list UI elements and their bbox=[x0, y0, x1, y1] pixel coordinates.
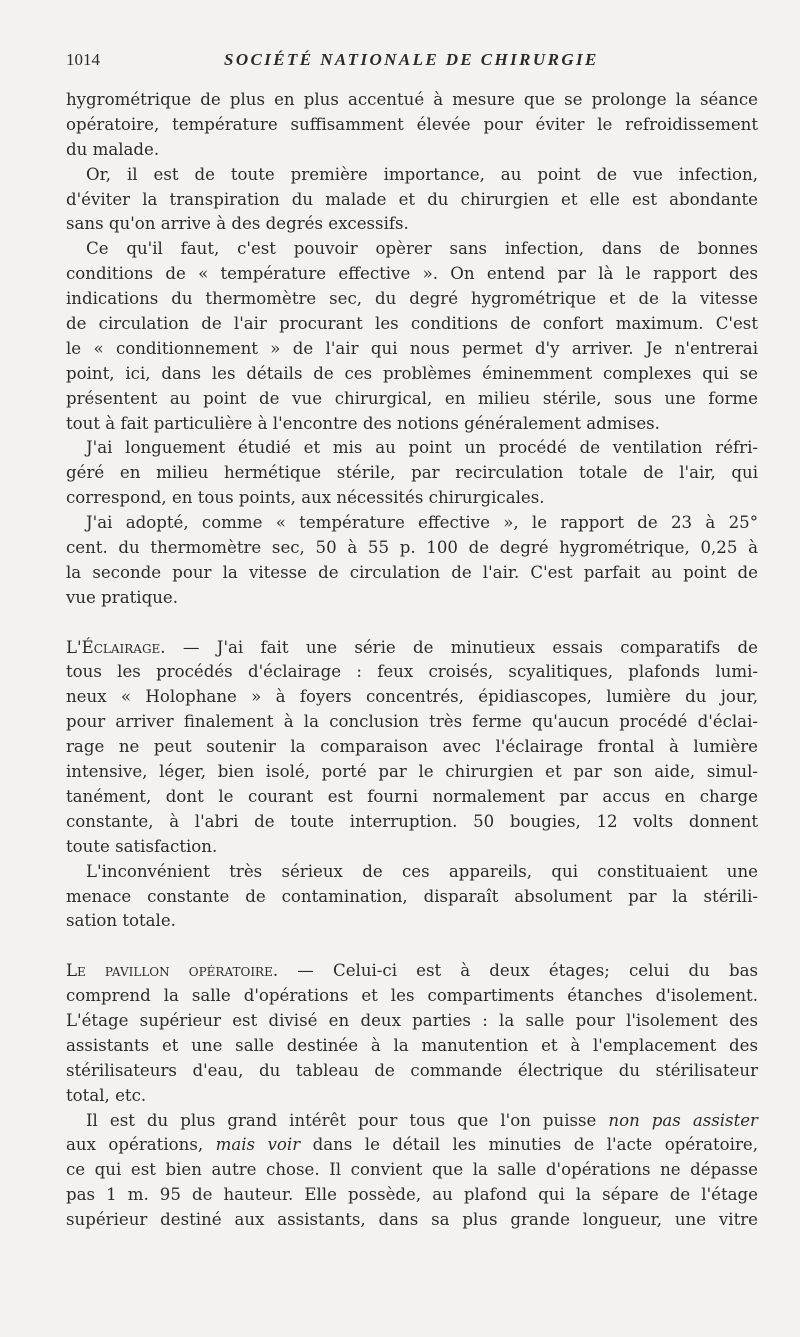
text-run: dans le détail les minuties de l'acte opératoire, bbox=[300, 1135, 758, 1155]
text-line: constante, à l'abri de toute interruption. 50 bougies, 12 volts donnent bbox=[66, 811, 758, 831]
text-line: supérieur destiné aux assistants, dans sa plus grande longueur, une vitre bbox=[66, 1210, 758, 1230]
text-line: du malade. bbox=[66, 139, 160, 159]
text-line: d'éviter la transpiration du malade et du chirurgien et elle est abondante bbox=[66, 189, 758, 209]
section-heading-pavillon: Le pavillon opératoire. bbox=[66, 961, 279, 981]
text-line: intensive, léger, bien isolé, porté par le chirurgien et par son aide, simul- bbox=[66, 762, 758, 782]
text-line: J'ai longuement étudié et mis au point un procédé de ventilation réfri- bbox=[86, 438, 758, 458]
paragraph-gap bbox=[66, 611, 758, 636]
text-run: Il est du plus grand intérêt pour tous que l'on puisse bbox=[86, 1110, 609, 1130]
text-line: L'étage supérieur est divisé en deux parties : la salle pour l'isolement des bbox=[66, 1010, 758, 1030]
text-line: correspond, en tous points, aux nécessités chirurgicales. bbox=[66, 488, 545, 508]
text-line: toute satisfaction. bbox=[66, 836, 218, 856]
text-line: tanément, dont le courant est fourni normalement par accus en charge bbox=[66, 786, 758, 806]
italic-run: mais voir bbox=[215, 1135, 301, 1155]
text-run: — J'ai fait une série de minutieux essais comparatifs de bbox=[165, 637, 758, 657]
text-line: sans qu'on arrive à des degrés excessifs. bbox=[66, 214, 409, 234]
text-line: sation totale. bbox=[66, 911, 176, 931]
text-line bbox=[66, 1133, 758, 1158]
text-line bbox=[66, 636, 758, 661]
text-line: menace constante de contamination, disparaît absolument par la stérili- bbox=[66, 886, 758, 906]
text-line: assistants et une salle destinée à la manutention et à l'emplacement des bbox=[66, 1035, 758, 1055]
text-line: pas 1 m. 95 de hauteur. Elle possède, au plafond qui la sépare de l'étage bbox=[66, 1185, 758, 1205]
text-line: la seconde pour la vitesse de circulation de l'air. C'est parfait au point de bbox=[66, 562, 758, 582]
text-run: — Celui-ci est à deux étages; celui du bas bbox=[278, 961, 758, 981]
text-line: le « conditionnement » de l'air qui nous permet d'y arriver. Je n'entrerai bbox=[66, 338, 758, 358]
text-line: point, ici, dans les détails de ces problèmes éminemment complexes qui se bbox=[66, 363, 758, 383]
text-line: de circulation de l'air procurant les conditions de confort maximum. C'est bbox=[66, 314, 758, 334]
text-line: tous les procédés d'éclairage : feux croisés, scyalitiques, plafonds lumi- bbox=[66, 662, 758, 682]
page-header bbox=[66, 50, 756, 78]
paragraph-gap bbox=[66, 934, 758, 959]
text-line: vue pratique. bbox=[66, 587, 178, 607]
italic-run: non pas assister bbox=[608, 1110, 758, 1130]
body-text bbox=[66, 88, 758, 1233]
page-number: 1014 bbox=[66, 50, 100, 69]
text-line: stérilisateurs d'eau, du tableau de commande électrique du stérilisateur bbox=[66, 1060, 758, 1080]
text-line: tout à fait particulière à l'encontre des notions généralement admises. bbox=[66, 413, 660, 433]
text-line: hygrométrique de plus en plus accentué à mesure que se prolonge la séance bbox=[66, 90, 758, 109]
text-line: comprend la salle d'opérations et les compartiments étanches d'isolement. bbox=[66, 986, 758, 1006]
text-line: total, etc. bbox=[66, 1085, 147, 1105]
text-line: L'inconvénient très sérieux de ces appareils, qui constituaient une bbox=[86, 861, 758, 881]
text-line: cent. du thermomètre sec, 50 à 55 p. 100 de degré hygrométrique, 0,25 à bbox=[66, 538, 758, 558]
text-line bbox=[66, 1109, 758, 1134]
text-line: présentent au point de vue chirurgical, en milieu stérile, sous une forme bbox=[66, 388, 758, 408]
text-line: neux « Holophane » à foyers concentrés, épidiascopes, lumière du jour, bbox=[66, 687, 758, 707]
running-title: SOCIÉTÉ NATIONALE DE CHIRURGIE bbox=[224, 50, 599, 69]
text-line bbox=[66, 959, 758, 984]
text-line: indications du thermomètre sec, du degré hygrométrique et de la vitesse bbox=[66, 289, 758, 309]
text-line: géré en milieu hermétique stérile, par recirculation totale de l'air, qui bbox=[66, 463, 758, 483]
text-line: ce qui est bien autre chose. Il convient que la salle d'opérations ne dépasse bbox=[66, 1160, 758, 1180]
text-line: J'ai adopté, comme « température effective », le rapport de 23 à 25° bbox=[86, 513, 758, 533]
text-line: opératoire, température suffisamment élevée pour éviter le refroidissement bbox=[66, 114, 758, 134]
text-line: Or, il est de toute première importance, au point de vue infection, bbox=[86, 164, 758, 184]
text-line: conditions de « température effective ». On entend par là le rapport des bbox=[66, 264, 758, 284]
text-line: rage ne peut soutenir la comparaison avec l'éclairage frontal à lumière bbox=[66, 737, 758, 757]
text-line: Ce qu'il faut, c'est pouvoir opèrer sans infection, dans de bonnes bbox=[86, 239, 758, 259]
text-run: aux opérations, bbox=[66, 1135, 216, 1155]
section-heading-eclairage: L'Éclairage. bbox=[66, 637, 166, 657]
text-line: pour arriver finalement à la conclusion très ferme qu'aucun procédé d'éclai- bbox=[66, 712, 758, 732]
